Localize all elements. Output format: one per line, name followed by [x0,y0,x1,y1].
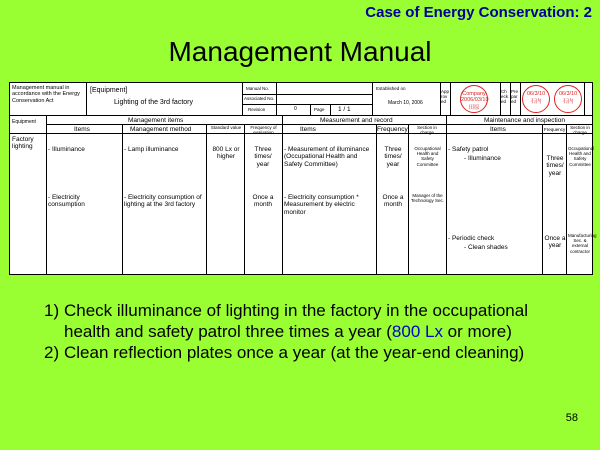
manual-act-reference: Management manual in accordance with the Energy Conservation Act [12,85,80,104]
page-number: 58 [565,412,578,424]
row1-maintenance-frequency: Three times/ year [546,155,564,177]
check-label: Checked [501,89,509,105]
equipment-name: Factory lighting [12,136,34,151]
row3-maintenance: - Periodic check [448,235,495,242]
row1-maintenance-section: Occupational Health and Safety Committee [568,146,595,167]
associated-no-label: Associated No. [244,96,275,101]
col-management-method: Management method [130,126,192,133]
row1-maintenance-sub: - Illuminance [464,155,501,162]
page-value: 1 / 1 [338,106,351,113]
col-measurement-record: Measurement and record [320,117,393,124]
col-standard-value: Standard value [210,125,242,130]
row2-item: - Electricity consumption [48,194,85,209]
established-label: Established on [376,86,406,91]
note-2: 2) Clean reflection plates once a year (at the year-end cleaning) [44,343,525,362]
col-frequency-evaluation: Frequency of evaluation [250,125,277,136]
prepared-label: Prepared [511,89,519,105]
revision-value: 0 [294,106,297,112]
row1-measurement-frequency: Three times/ year [384,146,402,168]
row3-maintenance-sub: - Clean shades [464,244,508,251]
row2-measurement-frequency: Once a month [382,194,404,209]
manual-no-label: Manual No. [246,86,270,91]
col-management-items: Management items [128,117,184,124]
row2-measurement: - Electricity consumption * Measurement by electric monitor [284,194,359,216]
note-1: 1) Check illuminance of lighting in the factory in the occupational health and safety patrol three times a year (800 Lx or more) [44,301,528,341]
col-section-maintenance: Section in charge [570,125,590,136]
row1-method: - Lamp illuminance [124,146,179,153]
page-label: Page [314,107,325,112]
check-stamp: 06/3/10 石内 [522,85,550,113]
row1-frequency: Three times/ year [254,146,272,168]
col-frequency-maintenance: Frequency [544,127,566,132]
slide-title: Management Manual [168,36,432,67]
illuminance-highlight: 800 Lx [391,322,443,341]
row1-standard: 800 Lx or higher [212,146,240,161]
row1-section: Occupational Health and Safety Committee [414,146,441,167]
established-value: March 10, 2006 [388,100,423,106]
management-manual-document [9,82,597,275]
row3-maintenance-frequency: Once a year [544,235,566,250]
row1-item: - Illuminance [48,146,85,153]
row2-method: - Electricity consumption of lighting at the 3rd factory [124,194,202,209]
col-maintenance-inspection: Maintenance and inspection [484,117,565,124]
notes-list [44,300,564,363]
row3-maintenance-section: Manufacturing Sec. & external contractor [568,233,597,254]
col-items-measurement: Items [300,126,316,133]
equipment-label: [Equipment] [90,87,128,94]
col-section-measurement: Section in charge [417,125,437,136]
prepared-stamp: 06/3/10 石内 [554,85,582,113]
approval-stamp: Company 2006/03/10 田原 [460,85,488,113]
row1-maintenance: - Safety patrol [448,146,489,153]
approval-label: Approved [441,89,450,105]
row2-section: Manager of the Technology Sec. [410,193,445,204]
col-items-maintenance: Items [490,126,506,133]
col-frequency-measurement: Frequency [377,126,408,133]
col-equipment: Equipment [12,119,36,125]
revision-label: Revision [248,107,266,112]
col-items: Items [74,126,90,133]
case-label: Case of Energy Conservation: 2 [365,4,592,21]
row1-measurement: - Measurement of illuminance (Occupational Health and Safety Committee) [284,146,370,168]
equipment-value: Lighting of the 3rd factory [114,99,193,106]
row2-frequency: Once a month [252,194,274,209]
